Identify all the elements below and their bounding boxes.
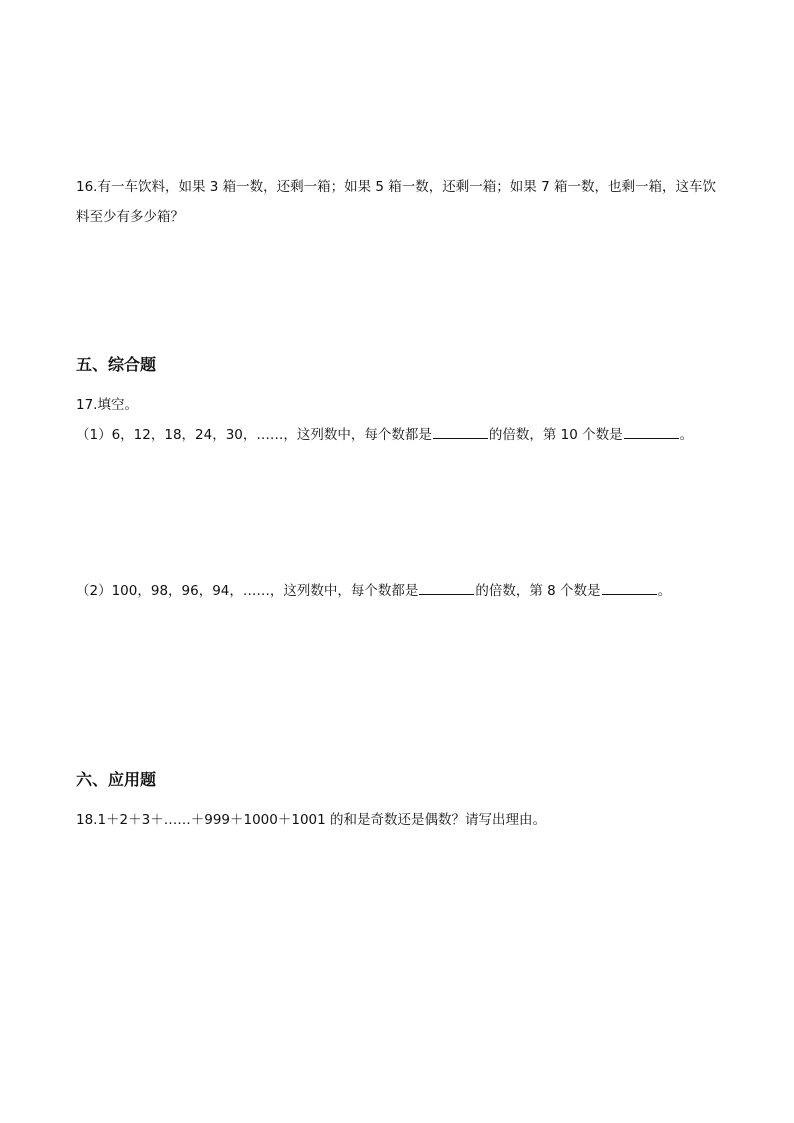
q17-2-middle: 的倍数，第 8 个数是 (475, 583, 601, 599)
answer-blank-1[interactable] (433, 424, 488, 439)
answer-blank-4[interactable] (602, 580, 657, 595)
section-6-title: 六、应用题 (76, 770, 157, 789)
q17-2-prefix: （2）100，98，96，94，……，这列数中，每个数都是 (76, 583, 419, 599)
q17-1-suffix: 。 (679, 427, 694, 443)
q17-1-middle: 的倍数，第 10 个数是 (488, 427, 623, 443)
question-17-part-2 (76, 580, 671, 602)
question-17-part-1 (76, 424, 693, 446)
answer-blank-3[interactable] (419, 580, 474, 595)
q17-2-suffix: 。 (657, 583, 672, 599)
question-16: 16.有一车饮料，如果 3 箱一数，还剩一箱；如果 5 箱一数，还剩一箱；如果 7 箱一数，也剩一箱，这车饮料至少有多少箱？ (76, 179, 716, 225)
answer-blank-2[interactable] (624, 424, 679, 439)
section-5-title: 五、综合题 (76, 355, 157, 374)
question-17-title: 17.填空。 (76, 397, 138, 413)
question-18: 18.1＋2＋3＋……＋999＋1000＋1001 的和是奇数还是偶数？请写出理由。 (76, 812, 547, 828)
q17-1-prefix: （1）6，12，18，24，30，……，这列数中，每个数都是 (76, 427, 432, 443)
